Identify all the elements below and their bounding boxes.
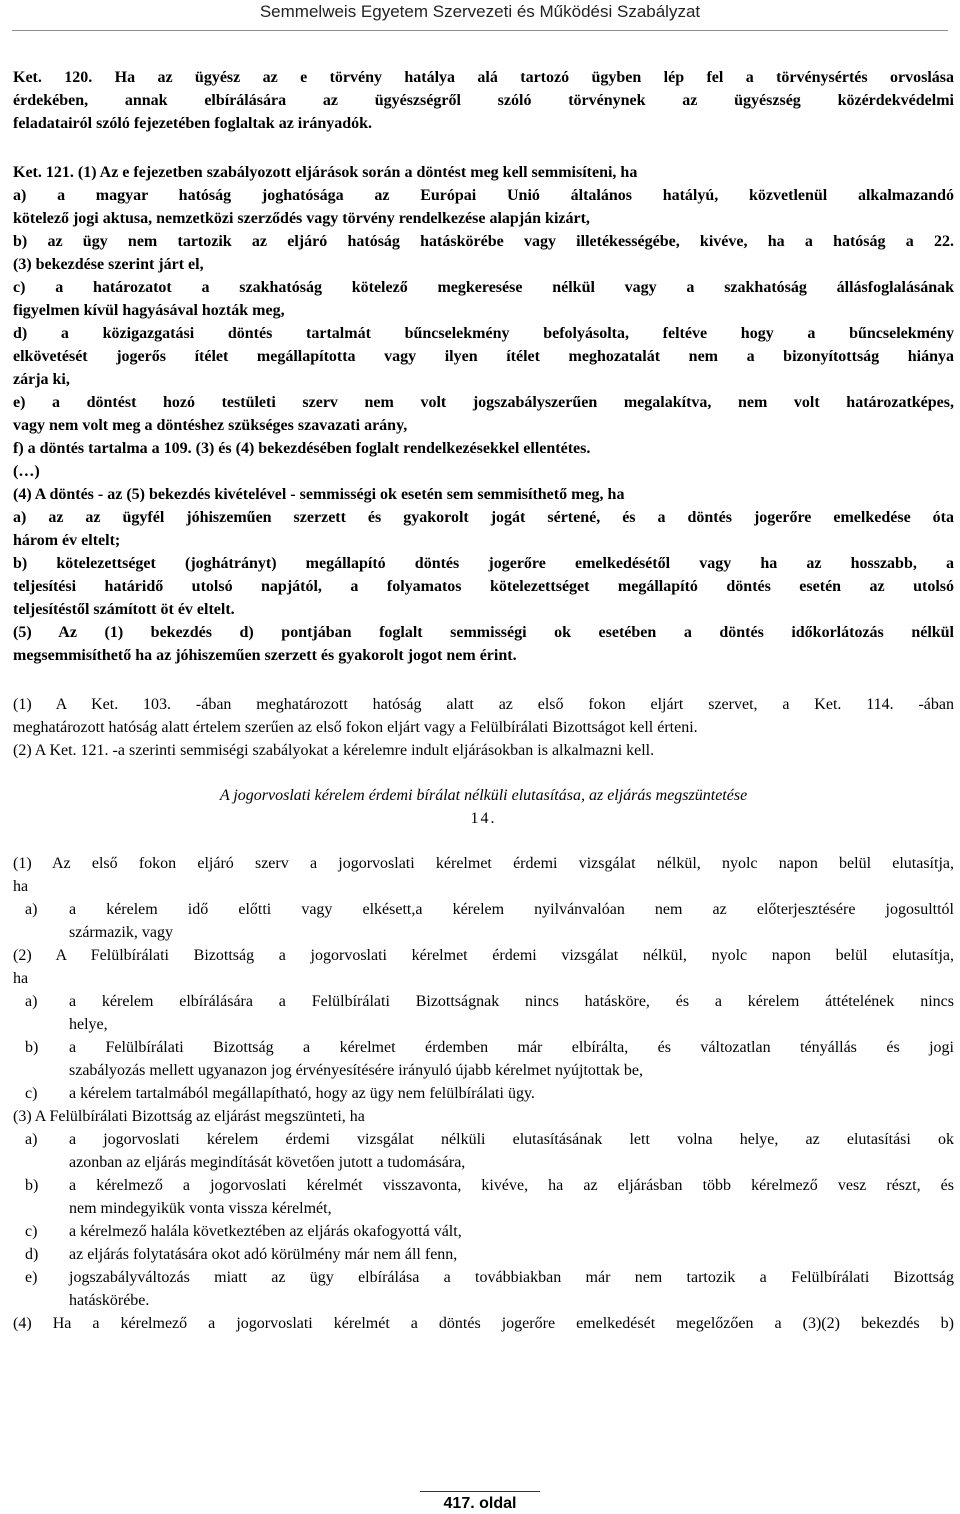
text-line: b) kötelezettséget (joghátrányt) megállapító döntés jogerőre emelkedésétől vagy ha az hosszabb, a [13,555,954,572]
text-line: a) a magyar hatóság joghatósága az Európai Unió általános hatályú, közvetlenül alkalmazandó [13,187,954,204]
list-item [13,1266,954,1312]
note-line: (1) A Ket. 103. -ában meghatározott hatóság alatt az első fokon eljárt szervet, a Ket. 114. -ában [13,696,954,713]
item-marker: b) [25,1039,39,1056]
text-line: ha [13,970,29,987]
item-marker: a) [25,993,38,1010]
item-marker: a) [25,901,38,918]
text-line: ha [13,878,29,895]
text-line: teljesítéstől számított öt év eltelt. [13,601,235,618]
text-line: d) a közigazgatási döntés tartalmát bűncselekmény befolyásolta, feltéve hogy a bűncselekmény [13,325,954,342]
text-line: helye, [69,1016,108,1033]
text-line: (3) A Felülbírálati Bizottság az eljárást megszünteti, ha [13,1108,365,1125]
list-item [13,1082,954,1105]
text-line: a) az az ügyfél jóhiszeműen szerzett és gyakorolt jogát sértené, és a döntés jogerőre emelkedése óta [13,509,954,526]
text-line: (5) Az (1) bekezdés d) pontjában foglalt semmisségi ok esetében a döntés időkorlátozás nélkül [13,624,954,641]
page-content [13,66,954,1335]
section-14-body [13,852,954,1335]
text-line: a Felülbírálati Bizottság a kérelmet érdemben már elbírálta, és változatlan tényállás és jogi [69,1039,954,1056]
section-number: 14. [470,810,497,827]
text-line: jogszabályváltozás miatt az ügy elbírálása a továbbiakban már nem tartozik a Felülbírálati Bizottság [69,1269,954,1286]
text-line: b) az ügy nem tartozik az eljáró hatóság hatáskörébe vagy illetékességébe, kivéve, ha a hatóság a 22. [13,233,954,250]
text-line: (4) Ha a kérelmező a jogorvoslati kérelmét a döntés jogerőre emelkedését megelőzően a (3)(2) bekezdés b) [13,1315,954,1332]
text-line: szabályozás mellett ugyanazon jog érvényesítésére irányuló újabb kérelmet nyújtottak be, [69,1062,644,1079]
text-line: nem mindegyikük vonta vissza kérelmét, [69,1200,332,1217]
text-line: vagy nem volt meg a döntéshez szükséges szavazati arány, [13,417,408,434]
text-line: Ket. 120. Ha az ügyész az e törvény hatálya alá tartozó ügyben lép fel a törvénysértés orvoslása [13,69,954,86]
text-line: f) a döntés tartalma a 109. (3) és (4) bekezdésében foglalt rendelkezésekkel ellentétes. [13,440,591,457]
text-line: elkövetését jogerős ítélet megállapította vagy ilyen ítélet meghozatalát nem a bizonyítottság hiánya [13,348,954,365]
text-line: (1) Az első fokon eljáró szerv a jogorvoslati kérelmet érdemi vizsgálat nélkül, nyolc napon belül elutasítja, [13,855,954,872]
notes-block [13,693,954,762]
text-line: figyelmen kívül hagyásával hozták meg, [13,302,285,319]
text-line: a jogorvoslati kérelem érdemi vizsgálat nélküli elutasításának lett volna helye, az elutasítási ok [69,1131,954,1148]
note-line: (2) A Ket. 121. -a szerinti semmiségi szabályokat a kérelemre indult eljárásokban is alkalmazni kell. [13,742,655,759]
list-item [13,1243,954,1266]
item-marker: c) [25,1085,38,1102]
text-line: teljesítési határidő utolsó napjától, a folyamatos kötelezettséget megállapító döntés esetén az utolsó [13,578,954,595]
section-title: A jogorvoslati kérelem érdemi bírálat nélküli elutasítása, az eljárás megszüntetése [219,787,748,804]
text-line: (4) A döntés - az (5) bekezdés kivételével - semmisségi ok esetén sem semmisíthető meg, ha [13,486,625,503]
text-line: három év eltelt; [13,532,121,549]
text-line: azonban az eljárás megindítását követően jutott a tudomására, [69,1154,466,1171]
text-line: az eljárás folytatására okot adó körülmény már nem áll fenn, [69,1246,458,1263]
text-line: a kérelmező halála következtében az eljárás okafogyottá vált, [69,1223,462,1240]
text-line: (…) [13,463,40,480]
list-item [13,1174,954,1220]
list-item [13,1220,954,1243]
item-marker: a) [25,1131,38,1148]
text-line: hatáskörébe. [69,1292,150,1309]
list-item [13,1036,954,1082]
text-line: kötelező jogi aktusa, nemzetközi szerződés vagy törvény rendelkezése alapján kizárt, [13,210,590,227]
text-line: származik, vagy [69,924,173,941]
item-marker: c) [25,1223,38,1240]
text-line: a kérelem elbírálására a Felülbírálati Bizottságnak nincs hatásköre, és a kérelem áttételének nincs [69,993,954,1010]
header-divider [12,30,948,31]
text-line: a kérelmező a jogorvoslati kérelmét visszavonta, kivéve, ha az eljárásban több kérelmező vesz részt, és [69,1177,954,1194]
ket-121-paragraph [13,161,954,667]
text-line: e) a döntést hozó testületi szerv nem volt jogszabályszerűen megalakítva, nem volt határozatképes, [13,394,954,411]
note-line: meghatározott hatóság alatt értelem szerűen az első fokon eljárt vagy a Felülbírálati Bizottságot kell érteni. [13,719,698,736]
text-line: a kérelem tartalmából megállapítható, hogy az ügy nem felülbírálati ügy. [69,1085,535,1102]
text-line: a kérelem idő előtti vagy elkésett,a kérelem nyilvánvalóan nem az előterjesztésére jogosulttól [69,901,954,918]
list-item [13,990,954,1036]
text-line: (3) bekezdése szerint járt el, [13,256,204,273]
item-marker: e) [25,1269,38,1286]
item-marker: d) [25,1246,39,1263]
document-header: Semmelweis Egyetem Szervezeti és Működési Szabályzat [259,2,701,21]
list-item [13,898,954,944]
list-item [13,1128,954,1174]
item-marker: b) [25,1177,39,1194]
text-line: érdekében, annak elbírálására az ügyészségről szóló törvénynek az ügyészség közérdekvédelmi [13,92,954,109]
text-line: c) a határozatot a szakhatóság kötelező megkeresése nélkül vagy a szakhatóság állásfoglalásának [13,279,954,296]
text-line: (2) A Felülbírálati Bizottság a jogorvoslati kérelmet érdemi vizsgálat nélkül, nyolc napon belül elutasítja, [13,947,954,964]
text-line: Ket. 121. (1) Az e fejezetben szabályozott eljárások során a döntést meg kell semmisíteni, ha [13,164,638,181]
ket-120-paragraph [13,66,954,135]
page-number: 417. oldal [0,1495,960,1513]
text-line: feladatairól szóló fejezetében foglaltak az irányadók. [13,115,373,132]
text-line: megsemmisíthető ha az jóhiszeműen szerzett és gyakorolt jogot nem érint. [13,647,517,664]
text-line: zárja ki, [13,371,70,388]
